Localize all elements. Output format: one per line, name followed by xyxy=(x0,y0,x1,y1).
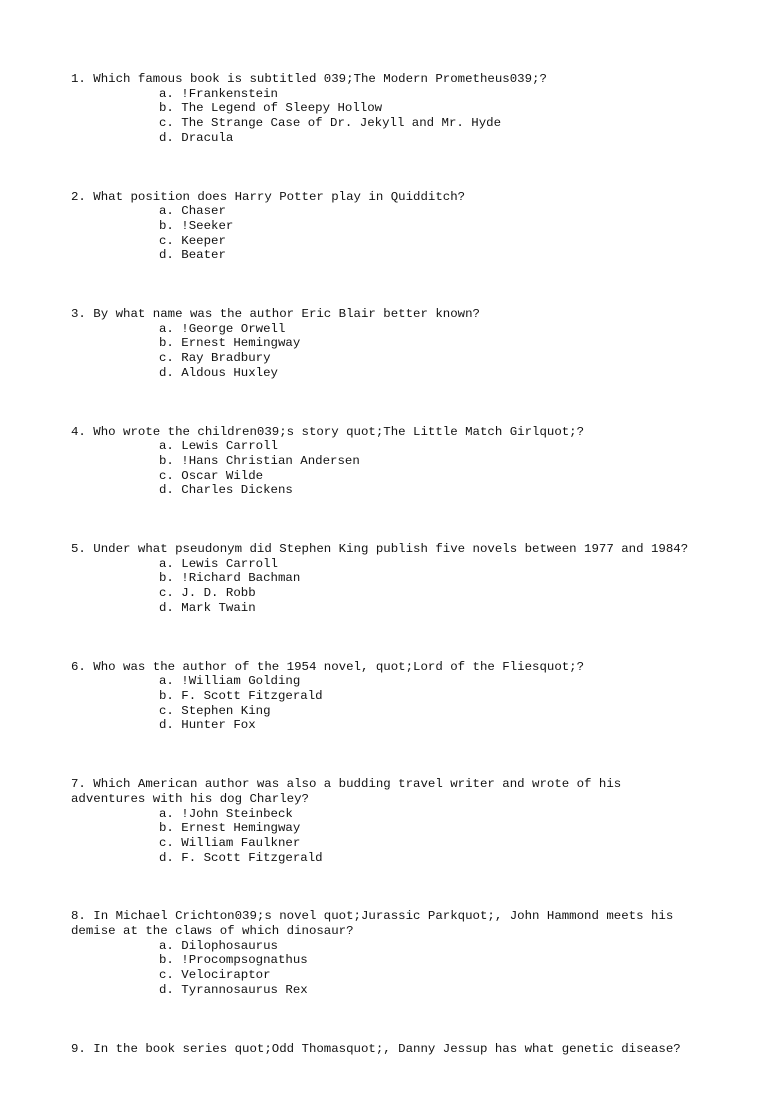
answer-option: c. Velociraptor xyxy=(159,968,271,983)
answer-option: d. Dracula xyxy=(159,130,234,145)
answer-option: a. Dilophosaurus xyxy=(159,938,278,953)
question-text: 6. Who was the author of the 1954 novel, quot;Lord of the Fliesquot;? xyxy=(71,659,585,674)
question-text: 8. In Michael Crichton039;s novel quot;Jurassic Parkquot;, John Hammond meets his demise at the claws of which dinosaur? xyxy=(71,909,674,939)
answer-option: b. F. Scott Fitzgerald xyxy=(159,688,323,703)
question-text: 4. Who wrote the children039;s story quot;The Little Match Girlquot;? xyxy=(71,424,585,439)
answer-option: a. Lewis Carroll xyxy=(159,556,278,571)
question-8 xyxy=(71,909,711,997)
answer-option: b. !Hans Christian Andersen xyxy=(159,453,360,468)
answer-options xyxy=(71,439,711,498)
question-text: 2. What position does Harry Potter play in Quidditch? xyxy=(71,189,466,204)
answer-option: c. Stephen King xyxy=(159,703,271,718)
answer-option: c. J. D. Robb xyxy=(159,586,256,601)
answer-option: c. Oscar Wilde xyxy=(159,468,264,483)
question-6 xyxy=(71,660,711,734)
answer-option: d. Beater xyxy=(159,248,226,263)
answer-option: a. !Frankenstein xyxy=(159,86,278,101)
answer-options xyxy=(71,557,711,616)
question-text: 5. Under what pseudonym did Stephen King publish five novels between 1977 and 1984? xyxy=(71,542,689,557)
answer-option: c. Keeper xyxy=(159,233,226,248)
question-1 xyxy=(71,72,711,146)
question-2 xyxy=(71,190,711,264)
answer-option: d. Charles Dickens xyxy=(159,483,293,498)
answer-options xyxy=(71,674,711,733)
question-7 xyxy=(71,777,711,865)
question-4 xyxy=(71,425,711,499)
answer-option: a. !William Golding xyxy=(159,674,301,689)
answer-option: d. Hunter Fox xyxy=(159,718,256,733)
answer-options xyxy=(71,807,711,866)
answer-option: d. Mark Twain xyxy=(159,600,256,615)
answer-option: d. Tyrannosaurus Rex xyxy=(159,982,308,997)
answer-option: b. Ernest Hemingway xyxy=(159,821,301,836)
answer-option: b. Ernest Hemingway xyxy=(159,336,301,351)
question-text: 3. By what name was the author Eric Blair better known? xyxy=(71,307,480,322)
question-5 xyxy=(71,542,711,616)
answer-option: b. !Richard Bachman xyxy=(159,571,301,586)
answer-option: d. Aldous Huxley xyxy=(159,365,278,380)
question-text: 9. In the book series quot;Odd Thomasquot;, Danny Jessup has what genetic disease? xyxy=(71,1041,681,1056)
answer-option: b. !Seeker xyxy=(159,218,234,233)
answer-option: c. William Faulkner xyxy=(159,835,301,850)
question-9 xyxy=(71,1042,711,1057)
question-text: 7. Which American author was also a budding travel writer and wrote of his adventures with his dog Charley? xyxy=(71,777,622,806)
answer-option: c. Ray Bradbury xyxy=(159,351,271,366)
question-3 xyxy=(71,307,711,381)
answer-option: a. !George Orwell xyxy=(159,321,286,336)
answer-option: d. F. Scott Fitzgerald xyxy=(159,850,323,865)
answer-option: b. The Legend of Sleepy Hollow xyxy=(159,101,383,116)
answer-option: c. The Strange Case of Dr. Jekyll and Mr. Hyde xyxy=(159,116,502,131)
answer-option: a. Chaser xyxy=(159,204,226,219)
answer-options xyxy=(71,87,711,146)
answer-options xyxy=(71,322,711,381)
answer-option: a. Lewis Carroll xyxy=(159,439,278,454)
answer-option: b. !Procompsognathus xyxy=(159,953,308,968)
answer-options xyxy=(71,939,711,998)
question-text: 1. Which famous book is subtitled 039;The Modern Prometheus039;? xyxy=(71,72,547,86)
answer-options xyxy=(71,204,711,263)
quiz-document xyxy=(71,72,711,1100)
answer-option: a. !John Steinbeck xyxy=(159,806,293,821)
